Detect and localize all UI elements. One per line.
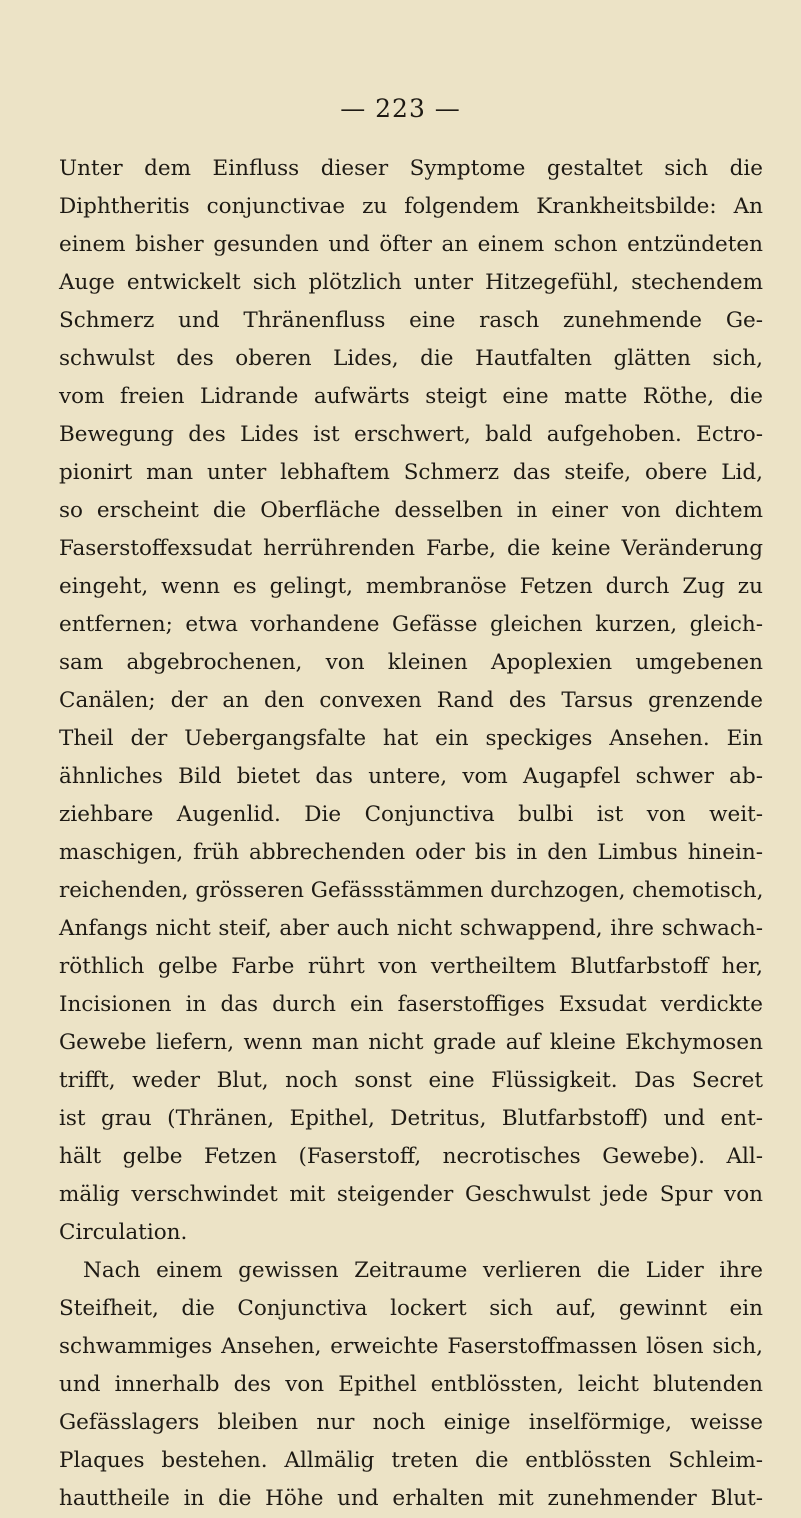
text-line: Bewegung des Lides ist erschwert, bald aufgehoben. Ectro- xyxy=(59,422,763,447)
text-line: mälig verschwindet mit steigender Geschwulst jede Spur von xyxy=(59,1182,763,1207)
text-line: maschigen, früh abbrechenden oder bis in den Limbus hinein- xyxy=(59,840,763,865)
text-line: entfernen; etwa vorhandene Gefässe gleichen kurzen, gleich- xyxy=(59,612,763,637)
body-text xyxy=(59,150,763,1518)
text-line: Anfangs nicht steif, aber auch nicht schwappend, ihre schwach- xyxy=(59,916,763,941)
text-line: hält gelbe Fetzen (Faserstoff, necrotisches Gewebe). All- xyxy=(59,1144,763,1169)
text-line: trifft, weder Blut, noch sonst eine Flüssigkeit. Das Secret xyxy=(59,1068,763,1093)
text-line: röthlich gelbe Farbe rührt von vertheiltem Blutfarbstoff her, xyxy=(59,954,763,979)
text-line: eingeht, wenn es gelingt, membranöse Fetzen durch Zug zu xyxy=(59,574,763,599)
paragraph-1 xyxy=(59,150,763,1252)
text-line: Circulation. xyxy=(59,1220,188,1245)
text-line: Schmerz und Thränenfluss eine rasch zunehmende Ge- xyxy=(59,308,763,333)
text-line: ist grau (Thränen, Epithel, Detritus, Blutfarbstoff) und ent- xyxy=(59,1106,763,1131)
text-line: und innerhalb des von Epithel entblössten, leicht blutenden xyxy=(59,1372,763,1397)
text-line: ähnliches Bild bietet das untere, vom Augapfel schwer ab- xyxy=(59,764,763,789)
text-line: Steifheit, die Conjunctiva lockert sich auf, gewinnt ein xyxy=(59,1296,763,1321)
text-line: ziehbare Augenlid. Die Conjunctiva bulbi ist von weit- xyxy=(59,802,763,827)
text-line: einem bisher gesunden und öfter an einem schon entzündeten xyxy=(59,232,763,257)
text-line: Theil der Uebergangsfalte hat ein speckiges Ansehen. Ein xyxy=(59,726,763,751)
text-line: Unter dem Einfluss dieser Symptome gestaltet sich die xyxy=(59,156,763,181)
text-line: Gefässlagers bleiben nur noch einige inselförmige, weisse xyxy=(59,1410,763,1435)
paragraph-2 xyxy=(59,1252,763,1518)
text-line: Nach einem gewissen Zeitraume verlieren die Lider ihre xyxy=(83,1258,763,1283)
text-line: sam abgebrochenen, von kleinen Apoplexien umgebenen xyxy=(59,650,763,675)
text-line: Gewebe liefern, wenn man nicht grade auf kleine Ekchymosen xyxy=(59,1030,763,1055)
text-line: Canälen; der an den convexen Rand des Tarsus grenzende xyxy=(59,688,763,713)
text-line: Faserstoffexsudat herrührenden Farbe, die keine Veränderung xyxy=(59,536,763,561)
text-line: schwammiges Ansehen, erweichte Faserstoffmassen lösen sich, xyxy=(59,1334,763,1359)
text-line: hauttheile in die Höhe und erhalten mit zunehmender Blut- xyxy=(59,1486,763,1511)
text-line: reichenden, grösseren Gefässstämmen durchzogen, chemotisch, xyxy=(59,878,764,903)
text-line: pionirt man unter lebhaftem Schmerz das steife, obere Lid, xyxy=(59,460,763,485)
text-line: Incisionen in das durch ein faserstoffiges Exsudat verdickte xyxy=(59,992,763,1017)
text-line: Diphtheritis conjunctivae zu folgendem Krankheitsbilde: An xyxy=(59,194,763,219)
text-line: vom freien Lidrande aufwärts steigt eine matte Röthe, die xyxy=(59,384,763,409)
text-line: Plaques bestehen. Allmälig treten die entblössten Schleim- xyxy=(59,1448,763,1473)
text-line: Auge entwickelt sich plötzlich unter Hitzegefühl, stechendem xyxy=(59,270,763,295)
text-line: schwulst des oberen Lides, die Hautfalten glätten sich, xyxy=(59,346,763,371)
page-number: — 223 — xyxy=(340,94,461,123)
text-line: so erscheint die Oberfläche desselben in einer von dichtem xyxy=(59,498,763,523)
